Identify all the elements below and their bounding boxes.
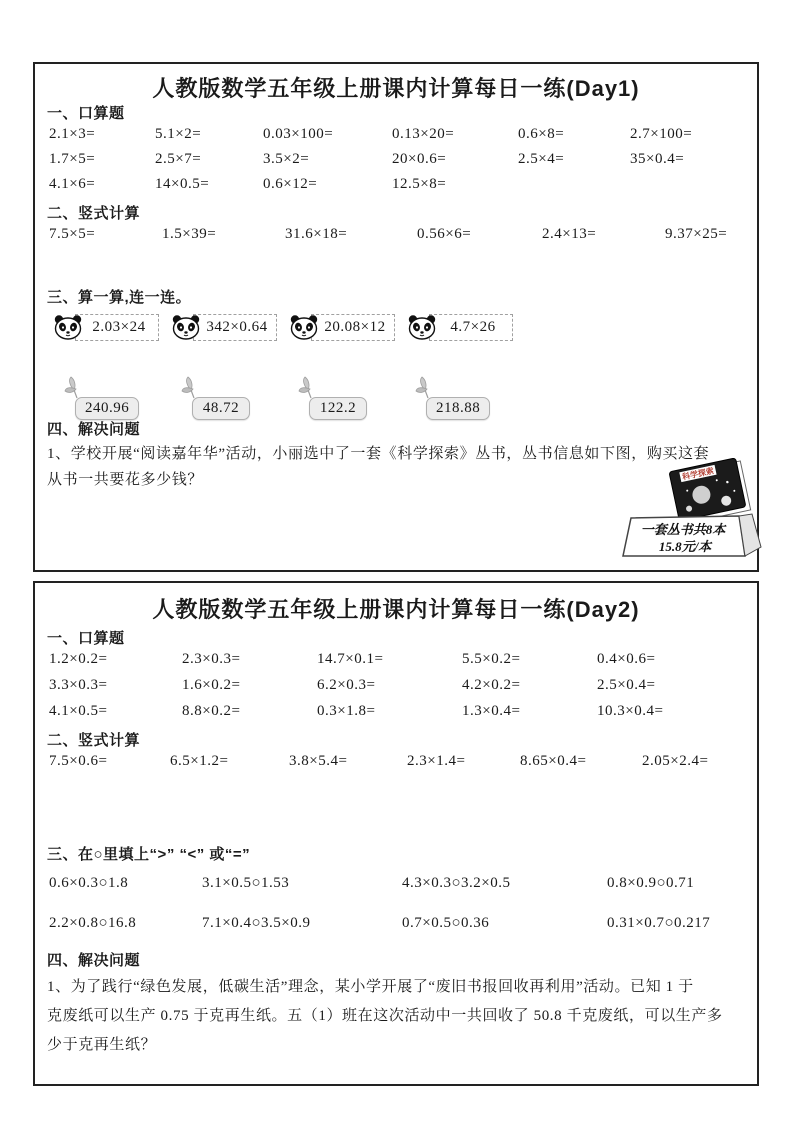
section-header-vertical: 二、竖式计算 [47,205,141,222]
problem-text-line: 从书一共要花多少钱？ [47,472,204,488]
oral-problem: 3.3×0.3= [49,677,108,693]
compare-row [35,875,753,892]
vertical-problem: 2.05×2.4= [642,753,709,769]
section-header-solve: 四、解决问题 [47,952,141,969]
match-item [289,310,395,344]
vertical-problem: 1.5×39= [162,226,217,242]
section-header-oral: 一、口算题 [47,630,125,647]
oral-problem: 35×0.4= [630,151,685,167]
oral-problem: 1.2×0.2= [49,651,108,667]
match-expression: 4.7×26 [429,314,513,341]
oral-problem: 0.4×0.6= [597,651,656,667]
oral-problem: 20×0.6= [392,151,447,167]
compare-problem: 0.7×0.5○0.36 [402,915,490,931]
vertical-problem: 7.5×5= [49,226,96,242]
oral-row [35,703,753,720]
oral-problem: 2.1×3= [49,126,96,142]
section-header-vertical: 二、竖式计算 [47,732,141,749]
oral-problem: 3.5×2= [263,151,310,167]
sign-line-2: 15.8元/本 [658,539,712,554]
oral-problem: 6.2×0.3= [317,677,376,693]
oral-problem: 14.7×0.1= [317,651,384,667]
oral-problem: 1.3×0.4= [462,703,521,719]
answer-item [299,380,388,428]
answer-value: 240.96 [75,397,139,420]
answer-value: 122.2 [309,397,367,420]
oral-problem: 5.5×0.2= [462,651,521,667]
problem-text-line: 1、为了践行“绿色发展，低碳生活”理念，某小学开展了“废旧书报回收再利用”活动。已知 1 于 [47,979,694,995]
oral-problem: 2.5×7= [155,151,202,167]
panda-icon [407,314,437,341]
worksheet-page-day2 [33,581,759,1086]
vertical-row [35,226,753,243]
section-header-match: 三、算一算,连一连。 [47,289,192,306]
oral-problem: 0.3×1.8= [317,703,376,719]
vertical-problem: 9.37×25= [665,226,728,242]
oral-problem: 12.5×8= [392,176,447,192]
vertical-problem: 31.6×18= [285,226,348,242]
price-sign [623,514,761,556]
book-icon [669,458,751,525]
compare-problem: 3.1×0.5○1.53 [202,875,290,891]
match-expression: 2.03×24 [75,314,159,341]
vertical-problem: 2.4×13= [542,226,597,242]
problem-text-line: 克废纸可以生产 0.75 于克再生纸。五（1）班在这次活动中一共回收了 50.8 千克废纸，可以生产多 [47,1008,723,1024]
oral-problem: 2.5×4= [518,151,565,167]
oral-problem: 0.6×12= [263,176,318,192]
oral-problem: 2.5×0.4= [597,677,656,693]
oral-problem: 8.8×0.2= [182,703,241,719]
answer-item [182,380,271,428]
oral-row [35,677,753,694]
match-item [407,310,513,344]
compare-problem: 7.1×0.4○3.5×0.9 [202,915,311,931]
compare-row [35,915,753,932]
compare-problem: 2.2×0.8○16.8 [49,915,137,931]
vertical-problem: 8.65×0.4= [520,753,587,769]
oral-row [35,126,753,143]
match-expression: 342×0.64 [193,314,277,341]
oral-problem: 2.3×0.3= [182,651,241,667]
oral-problem: 10.3×0.4= [597,703,664,719]
section-header-compare: 三、在○里填上“>” “<” 或“=” [47,846,251,863]
oral-problem: 4.1×6= [49,176,96,192]
problem-text-line: 少于克再生纸？ [47,1037,157,1053]
compare-problem: 0.31×0.7○0.217 [607,915,711,931]
book-cover-title: 科学探索 [681,466,715,482]
vertical-problem: 0.56×6= [417,226,472,242]
vertical-problem: 7.5×0.6= [49,753,108,769]
worksheet-page-day1 [33,62,759,572]
sign-line-1: 一套丛书共8本 [640,522,726,537]
vertical-problem: 2.3×1.4= [407,753,466,769]
answer-value: 218.88 [426,397,490,420]
page-title: 人教版数学五年级上册课内计算每日一练(Day2) [152,597,640,622]
oral-row [35,651,753,668]
oral-problem: 5.1×2= [155,126,202,142]
oral-row [35,176,753,193]
match-item [53,310,159,344]
panda-icon [289,314,319,341]
oral-problem: 0.6×8= [518,126,565,142]
oral-row [35,151,753,168]
vertical-row [35,753,753,770]
match-expression: 20.08×12 [311,314,395,341]
vertical-problem: 6.5×1.2= [170,753,229,769]
vertical-problem: 3.8×5.4= [289,753,348,769]
section-header-oral: 一、口算题 [47,105,125,122]
compare-problem: 0.8×0.9○0.71 [607,875,695,891]
answer-value: 48.72 [192,397,250,420]
page-title: 人教版数学五年级上册课内计算每日一练(Day1) [152,76,640,101]
book-illustration [617,458,777,564]
oral-problem: 1.7×5= [49,151,96,167]
problem-text-line: 1、学校开展“阅读嘉年华”活动，小丽选中了一套《科学探索》丛书，丛书信息如下图，购买这套 [47,446,710,462]
panda-icon [53,314,83,341]
oral-problem: 1.6×0.2= [182,677,241,693]
match-expressions-row [35,310,513,344]
oral-problem: 14×0.5= [155,176,210,192]
compare-problem: 4.3×0.3○3.2×0.5 [402,875,511,891]
section-header-solve: 四、解决问题 [47,421,141,438]
answer-item [416,380,505,428]
oral-problem: 0.03×100= [263,126,334,142]
oral-problem: 4.1×0.5= [49,703,108,719]
panda-icon [171,314,201,341]
oral-problem: 2.7×100= [630,126,693,142]
oral-problem: 0.13×20= [392,126,455,142]
oral-problem: 4.2×0.2= [462,677,521,693]
compare-problem: 0.6×0.3○1.8 [49,875,129,891]
match-item [171,310,277,344]
